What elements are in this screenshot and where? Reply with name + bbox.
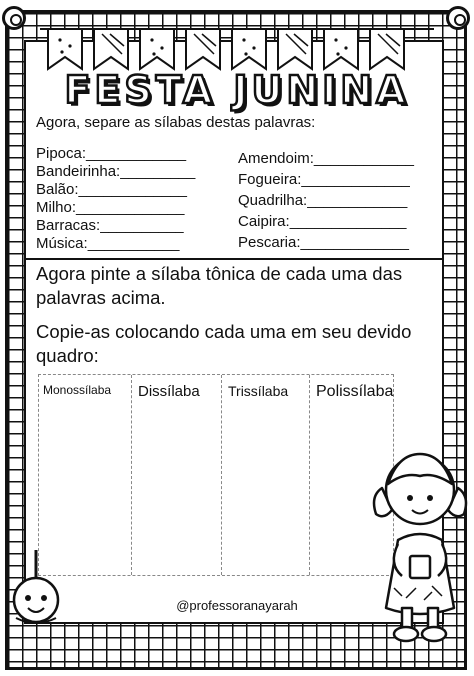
word-item — [36, 181, 187, 198]
column-trissilaba[interactable] — [221, 375, 309, 575]
answer-blank[interactable]: __________ — [100, 217, 184, 234]
word-label: Caipira: — [238, 213, 290, 230]
answer-blank[interactable]: ____________ — [307, 192, 408, 209]
word-label: Pipoca: — [36, 145, 87, 162]
word-label: Fogueira: — [238, 171, 302, 188]
word-item — [36, 217, 184, 234]
candy-apple-icon — [6, 546, 66, 630]
answer-blank[interactable]: ____________ — [313, 150, 414, 167]
word-item — [36, 163, 195, 180]
word-label: Pescaria: — [238, 234, 301, 251]
author-credit: @professoranayarah — [176, 598, 298, 613]
instruction-separate-syllables: Agora, separe as sílabas destas palavras: — [36, 114, 316, 131]
column-header: Polissílaba — [316, 383, 394, 400]
syllable-table — [38, 374, 394, 576]
column-header: Monossílaba — [43, 383, 112, 397]
word-label: Música: — [36, 235, 88, 252]
page-title: FESTA JUNINA — [64, 68, 410, 112]
answer-blank[interactable]: _____________ — [300, 234, 409, 251]
word-item — [238, 213, 406, 230]
word-item — [36, 235, 179, 252]
word-item — [238, 234, 409, 251]
word-item — [238, 192, 407, 209]
column-header: Trissílaba — [228, 383, 289, 399]
word-item — [36, 199, 184, 216]
corner-post-right — [446, 6, 470, 30]
word-item — [238, 171, 410, 188]
word-label: Milho: — [36, 199, 77, 216]
instruction-tonic-syllable: Agora pinte a sílaba tônica de cada uma das palavras acima. — [36, 263, 403, 308]
word-label: Balão: — [36, 181, 79, 198]
column-dissilaba[interactable] — [131, 375, 221, 575]
word-label: Quadrilha: — [238, 192, 308, 209]
answer-blank[interactable]: _____________ — [78, 181, 187, 198]
word-item — [238, 150, 414, 167]
girl-illustration-icon — [372, 448, 468, 648]
answer-blank[interactable]: ____________ — [86, 145, 187, 162]
word-label: Bandeirinha: — [36, 163, 121, 180]
answer-blank[interactable]: _________ — [120, 163, 196, 180]
column-header: Dissílaba — [138, 383, 200, 400]
answer-blank[interactable]: _____________ — [76, 199, 185, 216]
answer-blank[interactable]: _____________ — [301, 171, 410, 188]
corner-post-left — [2, 6, 26, 30]
instruction-copy-words: Copie-as colocando cada uma em seu devido quadro: — [36, 321, 412, 366]
word-label: Barracas: — [36, 217, 101, 234]
section-divider — [26, 258, 442, 260]
word-item — [36, 145, 186, 162]
answer-blank[interactable]: ______________ — [289, 213, 407, 230]
word-label: Amendoim: — [238, 150, 314, 167]
answer-blank[interactable]: ___________ — [87, 235, 180, 252]
column-monossilaba[interactable] — [39, 375, 131, 575]
